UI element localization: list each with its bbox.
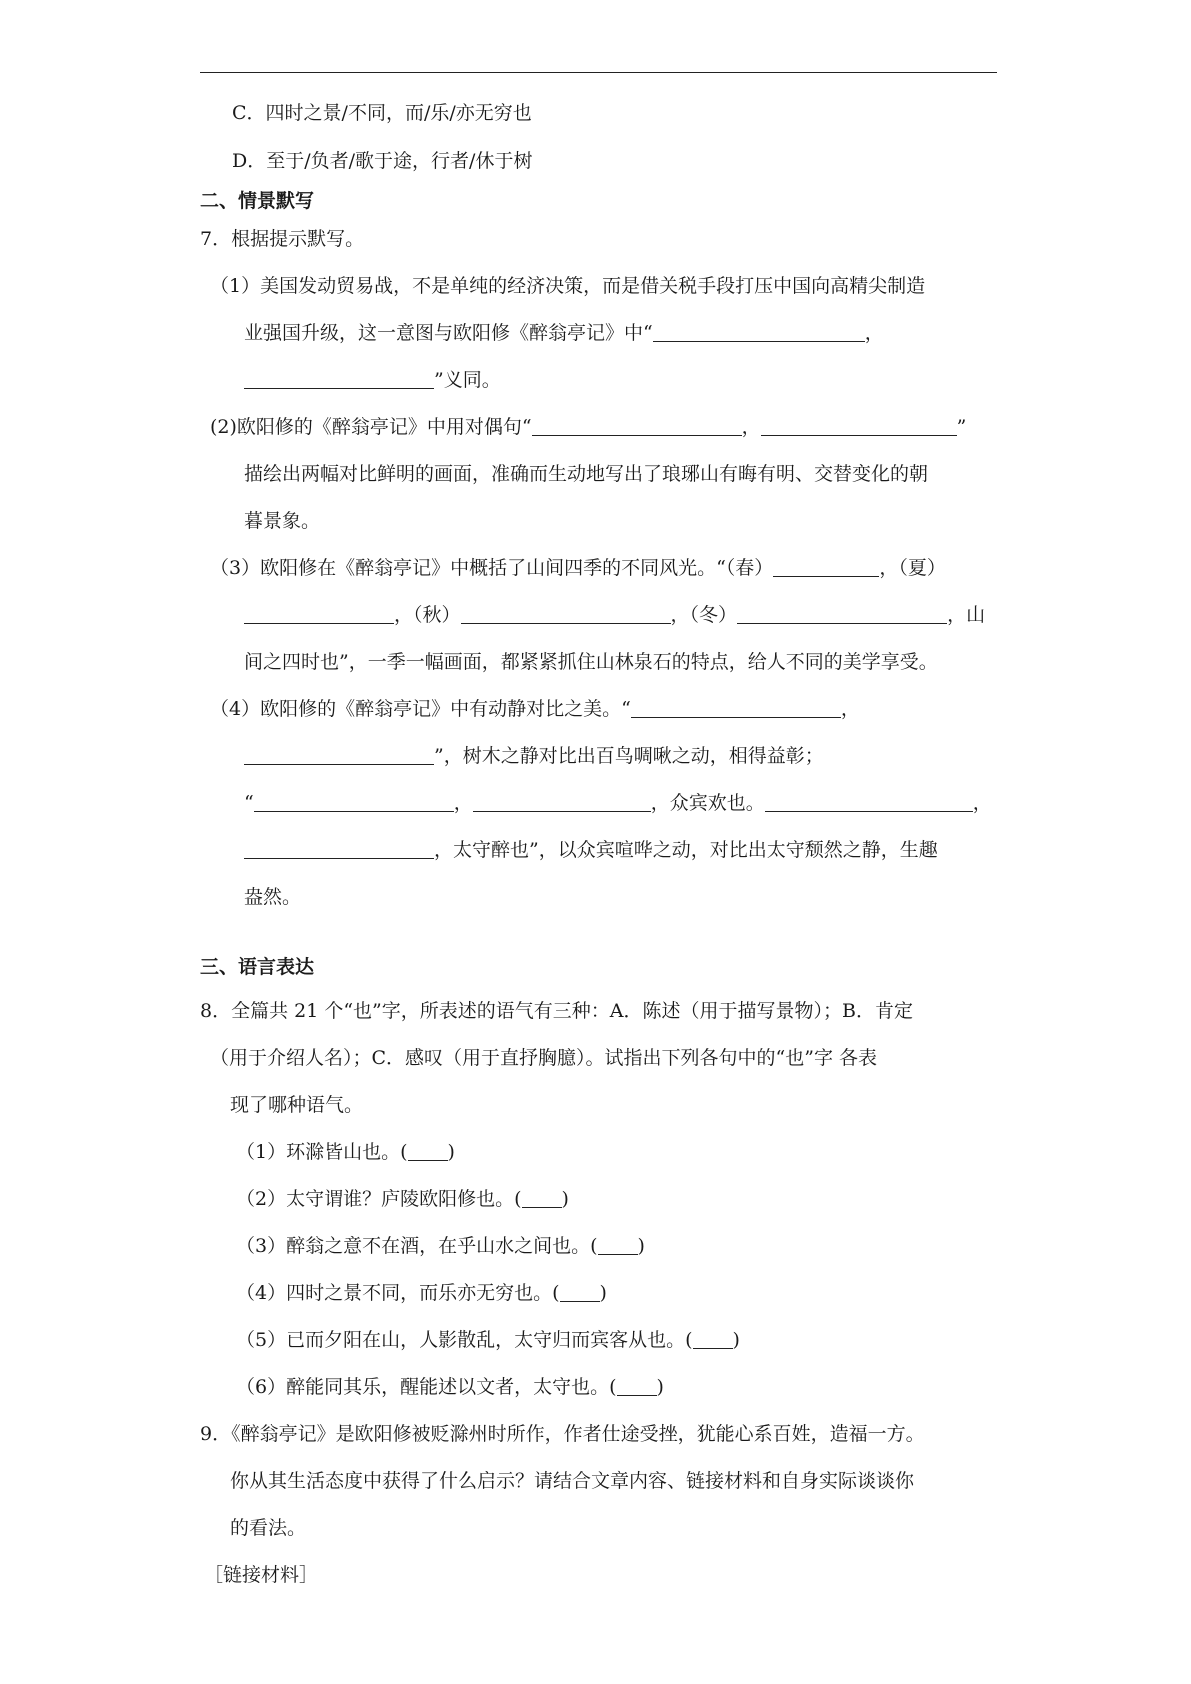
q8-line3: 现了哪种语气。 [230,1094,364,1116]
q7-4-line4: ，太守醉也”，以众宾喧哗之动，对比出太守颓然之静，生趣 [244,837,938,863]
q7-2-line3: 暮景象。 [244,510,321,532]
q7-2-text: (2)欧阳修的《醉翁亭记》中用对偶句“ [210,416,532,438]
q8-item-6: （6）醉能同其乐，醒能述以文者，太守也。( ) [236,1376,664,1398]
q7-3-winter: （冬） [689,604,738,626]
q9-link-material: ［链接材料］ [204,1564,319,1586]
q7-4-line1: （4）欧阳修的《醉翁亭记》中有动静对比之美。“ ， [210,698,860,720]
section-title-3: 三、语言表达 [200,956,315,978]
q8-item-1: （1）环滁皆山也。( ) [236,1141,455,1163]
answer-blank[interactable] [631,697,841,718]
header-rule [200,72,997,73]
q7-1-end: ”义同。 [434,369,501,391]
q8-item-text: （6）醉能同其乐，醒能述以文者，太守也。 [236,1376,610,1398]
q7-4-line4-end: 太守醉也”，以众宾喧哗之动，对比出太守颓然之静，生趣 [453,839,938,861]
answer-blank[interactable] [473,791,651,812]
q7-4-guests: 众宾欢也。 [669,792,765,814]
answer-blank[interactable] [244,368,434,389]
q7-3-line2: ，（秋） ，（冬） ，山 [244,602,985,628]
answer-blank[interactable] [244,603,394,624]
answer-blank[interactable] [461,603,671,624]
answer-blank[interactable] [653,321,865,342]
answer-blank[interactable] [773,556,879,577]
q8-item-5: （5）已而夕阳在山，人影散乱，太守归而宾客从也。( ) [236,1329,740,1351]
q8-line2: （用于介绍人名）；C．感叹（用于直抒胸臆）。试指出下列各句中的“也”字 各表 [210,1047,878,1069]
answer-blank[interactable] [244,838,434,859]
answer-blank[interactable] [532,415,742,436]
q7-3-line1: （3）欧阳修在《醉翁亭记》中概括了山间四季的不同风光。“（春） ，（夏） [210,557,946,579]
q9-line2: 你从其生活态度中获得了什么启示？请结合文章内容、链接材料和自身实际谈谈你 [230,1470,915,1492]
q8-item-3: （3）醉翁之意不在酒，在乎山水之间也。( ) [236,1235,645,1257]
q7-1-line1: （1）美国发动贸易战，不是单纯的经济决策，而是借关税手段打压中国向高精尖制造 [210,275,926,297]
q7-4-text: （4）欧阳修的《醉翁亭记》中有动静对比之美。“ [210,698,631,720]
q8-line1: 8．全篇共 21 个“也”字，所表述的语气有三种：A．陈述（用于描写景物）；B．肯定 [200,1000,913,1022]
q7-3-line3: 间之四时也”，一季一幅画面，都紧紧抓住山林泉石的特点，给人不同的美学享受。 [244,651,938,673]
q9-line1: 9．《醉翁亭记》是欧阳修被贬滁州时所作，作者仕途受挫，犹能心系百姓，造福一方。 [200,1423,925,1445]
q7-stem: 7．根据提示默写。 [200,228,365,250]
answer-blank[interactable] [522,1187,562,1208]
q8-item-2: （2）太守谓谁？庐陵欧阳修也。( ) [236,1188,569,1210]
answer-blank[interactable] [408,1140,448,1161]
q7-2-line1: (2)欧阳修的《醉翁亭记》中用对偶句“ ， ” [210,416,967,438]
q7-3-summer: （夏） [898,557,946,579]
answer-blank[interactable] [617,1375,657,1396]
answer-blank[interactable] [254,791,454,812]
q7-4-line3: “ ， ，众宾欢也。 ， [244,792,992,814]
q8-item-text: （1）环滁皆山也。 [236,1141,401,1163]
answer-blank[interactable] [244,744,434,765]
answer-blank[interactable] [737,603,947,624]
q7-1-text: 业强国升级，这一意图与欧阳修《醉翁亭记》中“ [244,322,653,344]
answer-blank[interactable] [598,1234,638,1255]
q8-item-text: （2）太守谓谁？庐陵欧阳修也。 [236,1188,515,1210]
option-d: D．至于/负者/歌于途，行者/休于树 [232,150,533,172]
q7-1-line2: 业强国升级，这一意图与欧阳修《醉翁亭记》中“ ， [244,322,884,344]
q8-item-text: （5）已而夕阳在山，人影散乱，太守归而宾客从也。 [236,1329,686,1351]
q7-2-line2: 描绘出两幅对比鲜明的画面，准确而生动地写出了琅琊山有晦有明、交替变化的朝 [244,463,929,485]
option-c: C．四时之景/不同，而/乐/亦无穷也 [232,102,532,124]
q7-4-line5: 盎然。 [244,886,302,908]
q7-4-line2 [244,743,824,769]
section-title-2: 二、情景默写 [200,190,315,212]
answer-blank[interactable] [761,415,957,436]
q7-3-text: （3）欧阳修在《醉翁亭记》中概括了山间四季的不同风光。“（春） [210,557,774,579]
q7-3-autumn: （秋） [413,604,461,626]
q7-4-line2-end: ”，树木之静对比出百鸟啁啾之动，相得益彰； [434,745,824,767]
q8-item-text: （4）四时之景不同，而乐亦无穷也。 [236,1282,553,1304]
answer-blank[interactable] [560,1281,600,1302]
q8-item-4: （4）四时之景不同，而乐亦无穷也。( ) [236,1282,607,1304]
q7-3-mountain: 山 [966,604,986,626]
q7-1-line3 [244,367,501,393]
answer-blank[interactable] [693,1328,733,1349]
q8-item-text: （3）醉翁之意不在酒，在乎山水之间也。 [236,1235,591,1257]
q9-line3: 的看法。 [230,1517,307,1539]
answer-blank[interactable] [765,791,973,812]
